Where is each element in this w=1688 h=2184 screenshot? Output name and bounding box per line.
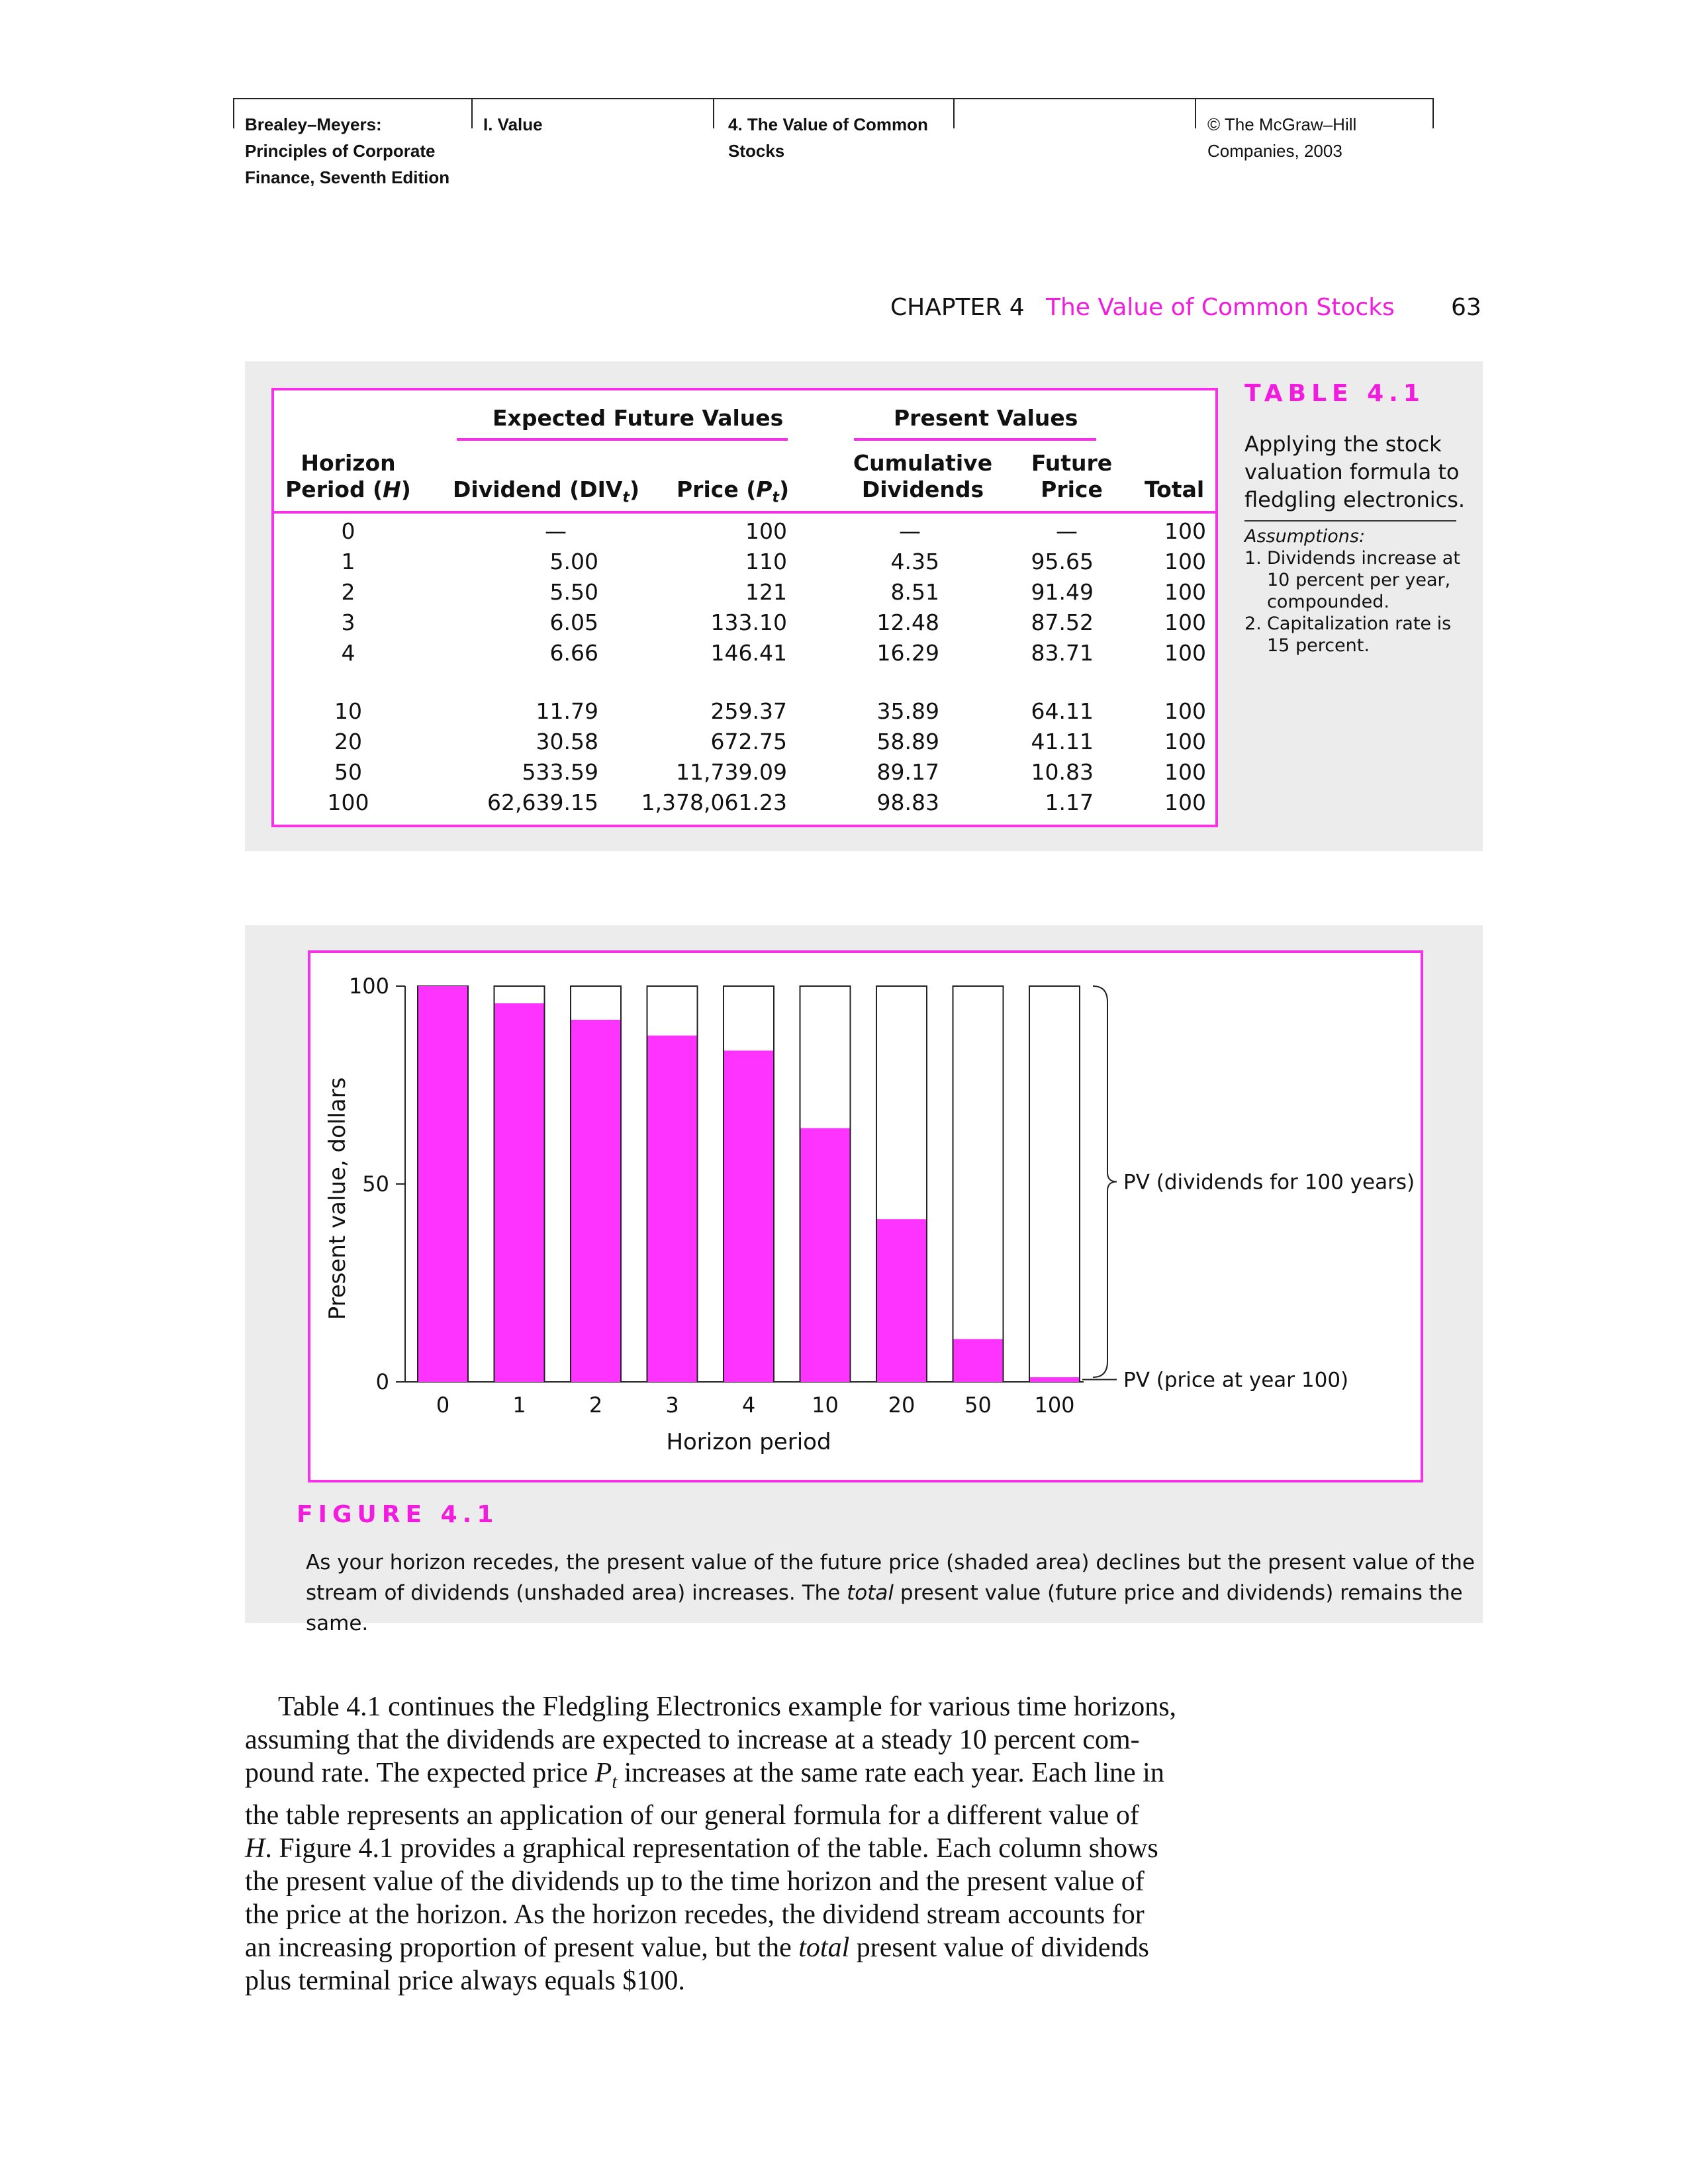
col-total-values (274, 516, 1206, 668)
table-cell: 30.58 (536, 729, 598, 754)
table-cell: 11.79 (536, 698, 598, 724)
assumption-item: 1. Dividends increase at 10 percent per year, compounded. (1244, 548, 1460, 612)
x-axis-label: Horizon period (666, 1429, 831, 1455)
table-cell: 3 (341, 610, 355, 635)
table-cell: 10 (334, 698, 362, 724)
table-cell: — (1056, 518, 1078, 544)
table-cell: 146.41 (710, 640, 787, 666)
table-cell: 100 (1164, 610, 1206, 635)
assumptions-heading: Assumptions: (1244, 526, 1366, 547)
running-header-copyright: © The McGraw–Hill Companies, 2003 (1207, 114, 1357, 161)
table-cell: 533.59 (522, 759, 598, 785)
table-cell: 100 (327, 790, 369, 815)
table-cell: 0 (341, 518, 355, 544)
assumption-item: 2. Capitalization rate is 15 percent. (1244, 614, 1452, 656)
body-line: an increasing proportion of present value, but the total present value of dividends (245, 1933, 1149, 1964)
page-number: 63 (1451, 294, 1481, 321)
table-label: TABLE 4.1 (1244, 380, 1425, 407)
body-paragraph (245, 1690, 1225, 1997)
body-line: the present value of the dividends up to the time horizon and the present value of (245, 1866, 1145, 1897)
dividends-annotation: PV (dividends for 100 years) (1123, 1170, 1415, 1195)
group-rule-present (854, 438, 1096, 441)
figure-caption-line-1: As your horizon recedes, the present value of the future price (shaded area) declines but the present value of the (306, 1551, 1476, 1574)
table-cell: 672.75 (710, 729, 787, 754)
table-cell: 100 (1164, 729, 1206, 754)
table-cell: 4 (341, 640, 355, 666)
bar-price (418, 986, 467, 1382)
x-tick-label: 10 (812, 1392, 839, 1418)
table-cell: 100 (1164, 518, 1206, 544)
table-4-1 (271, 388, 1218, 827)
table-cell: 50 (334, 759, 362, 785)
bar-price (954, 1339, 1003, 1382)
bar-price (1030, 1377, 1079, 1382)
table-cell: 100 (1164, 698, 1206, 724)
table-cell: 10.83 (1031, 759, 1094, 785)
table-cell: 83.71 (1031, 640, 1094, 666)
body-line: the table represents an application of our general formula for a different value of (245, 1800, 1139, 1831)
dividends-brace (1093, 986, 1117, 1377)
table-cell: 2 (341, 579, 355, 605)
table-cell: 58.89 (876, 729, 939, 754)
assumptions (1244, 525, 1470, 657)
table-cell: — (899, 518, 921, 544)
group-header-expected: Expected Future Values (492, 405, 784, 431)
x-tick-label: 20 (888, 1392, 915, 1418)
col-header-cumulative: Cumulative Dividends (853, 450, 993, 502)
table-cell: 100 (745, 518, 787, 544)
x-tick-label: 100 (1034, 1392, 1075, 1418)
figure-label: FIGURE 4.1 (297, 1501, 499, 1528)
table-cell: 133.10 (710, 610, 787, 635)
figure-frame (308, 950, 1423, 1482)
table-cell: 1,378,061.23 (641, 790, 787, 815)
y-tick-label: 100 (348, 974, 389, 999)
col-header-price: Price $(P_t)$ (677, 477, 790, 506)
table-cell: 16.29 (876, 640, 939, 666)
price-annotation: PV (price at year 100) (1123, 1368, 1349, 1392)
header-divider (471, 98, 473, 128)
chapter-title: The Value of Common Stocks (1046, 294, 1395, 321)
header-divider (953, 98, 955, 128)
table-cell: 91.49 (1031, 579, 1094, 605)
table-caption: Applying the stock valuation formula to fledgling electronics. (1244, 432, 1466, 512)
table-cell: 4.35 (890, 549, 939, 574)
bar-dividends (1029, 986, 1080, 1382)
body-line: plus terminal price always equals $100. (245, 1966, 685, 1997)
table-cell: 95.65 (1031, 549, 1094, 574)
table-cell: 35.89 (876, 698, 939, 724)
y-tick-label: 0 (375, 1369, 389, 1394)
table-cell: 6.66 (549, 640, 598, 666)
group-rule-expected (457, 438, 788, 441)
table-cell: 5.50 (549, 579, 598, 605)
table-cell: 1 (341, 549, 355, 574)
table-cell: 110 (745, 549, 787, 574)
table-cell: 12.48 (876, 610, 939, 635)
col-total-values (274, 696, 1206, 818)
figure-caption (306, 1547, 1477, 1639)
table-cell: 1.17 (1045, 790, 1094, 815)
table-cell: 100 (1164, 759, 1206, 785)
bar-price (724, 1050, 773, 1382)
table-cell: 5.00 (549, 549, 598, 574)
caption-divider (1244, 520, 1456, 522)
table-cell: — (545, 518, 567, 544)
table-cell: 89.17 (876, 759, 939, 785)
table-cell: 100 (1164, 790, 1206, 815)
table-cell: 98.83 (876, 790, 939, 815)
x-tick-label: 3 (665, 1392, 679, 1418)
bar-price (495, 1003, 544, 1382)
x-tick-label: 50 (964, 1392, 992, 1418)
body-line: assuming that the dividends are expected to increase at a steady 10 percent com- (245, 1725, 1140, 1755)
table-cell: 259.37 (710, 698, 787, 724)
bar-price (801, 1128, 850, 1382)
table-cell: 121 (745, 579, 787, 605)
body-line: Table 4.1 continues the Fledgling Electronics example for various time horizons, (278, 1692, 1177, 1722)
group-header-present: Present Values (894, 405, 1078, 431)
body-line: H. Figure 4.1 provides a graphical representation of the table. Each column shows (245, 1833, 1158, 1864)
figure-caption-line-2: stream of dividends (unshaded area) increases. The total present value (future price and dividends) remains the same. (306, 1581, 1463, 1635)
table-cell: 41.11 (1031, 729, 1094, 754)
chapter-label: CHAPTER 4 (890, 294, 1025, 321)
body-line: pound rate. The expected price $P_t$ increases at the same rate each year. Each line in (245, 1758, 1164, 1793)
bar-dividends (953, 986, 1004, 1382)
col-header-total: Total (1145, 477, 1205, 502)
table-cell: 64.11 (1031, 698, 1094, 724)
body-line: the price at the horizon. As the horizon recedes, the dividend stream accounts for (245, 1899, 1145, 1931)
table-cell: 100 (1164, 549, 1206, 574)
table-cell: 20 (334, 729, 362, 754)
y-tick-label: 50 (362, 1171, 389, 1197)
running-header-book: Brealey–Meyers: Principles of Corporate Finance, Seventh Edition (245, 114, 450, 187)
x-tick-label: 1 (512, 1392, 526, 1418)
col-header-dividend: Dividend $(DIV_t)$ (453, 477, 640, 506)
table-cell: 11,739.09 (676, 759, 787, 785)
table-header-rule (274, 511, 1215, 514)
bar-price (648, 1036, 697, 1382)
table-cell: 62,639.15 (487, 790, 598, 815)
header-divider (1195, 98, 1196, 128)
running-header-chapter: 4. The Value of Common Stocks (728, 114, 928, 161)
x-tick-label: 2 (588, 1392, 603, 1418)
y-axis-label: Present value, dollars (324, 1077, 351, 1320)
table-cell: 87.52 (1031, 610, 1094, 635)
bar-chart (310, 953, 1421, 1480)
col-header-future: Future Price (1031, 450, 1113, 502)
header-divider (1432, 98, 1434, 128)
x-tick-label: 0 (436, 1392, 450, 1418)
col-header-horizon: Horizon Period (H) (285, 450, 411, 502)
table-cell: 6.05 (549, 610, 598, 635)
table-cell: 100 (1164, 640, 1206, 666)
header-divider (713, 98, 714, 128)
bar-price (877, 1219, 926, 1382)
table-cell: 100 (1164, 579, 1206, 605)
x-tick-label: 4 (741, 1392, 756, 1418)
table-cell: 8.51 (890, 579, 939, 605)
bar-price (571, 1020, 620, 1382)
running-header-part: I. Value (483, 114, 543, 134)
header-divider (233, 98, 234, 128)
